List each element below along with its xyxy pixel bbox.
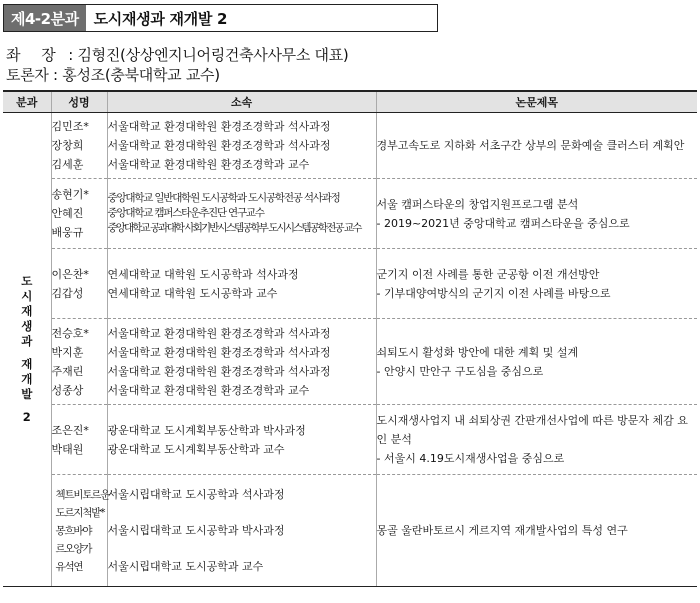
paper-title: 서울 캠퍼스타운의 창업지원프로그램 분석 - 2019~2021년 중앙대학교 캠퍼스타운을 중심으로 bbox=[376, 179, 697, 249]
discussant-label: 토론자 bbox=[6, 66, 49, 84]
session-tag: 제4-2분과 bbox=[4, 5, 86, 31]
header-affiliation: 소속 bbox=[107, 91, 376, 113]
affiliations: 연세대학교 대학원 도시공학과 석사과정 연세대학교 대학원 도시공학과 교수 bbox=[107, 249, 376, 319]
header-paper-title: 논문제목 bbox=[376, 91, 697, 113]
table-row bbox=[3, 249, 697, 319]
paper-title: 경부고속도로 지하화 서초구간 상부의 문화예술 클러스터 계획안 bbox=[376, 113, 697, 179]
chair-line: 좌 장 : 김형진(상상엔지니어링건축사사무소 대표) bbox=[6, 46, 349, 64]
affiliations: 서울대학교 환경대학원 환경조경학과 석사과정 서울대학교 환경대학원 환경조경학과 석사과정 서울대학교 환경대학원 환경조경학과 교수 bbox=[107, 113, 376, 179]
author-names: 전승호* 박지훈 주재린 성종상 bbox=[51, 319, 107, 405]
paper-title: 도시재생사업지 내 쇠퇴상권 간판개선사업에 따른 방문자 체감 요인 분석 - 서울시 4.19도시재생사업을 중심으로 bbox=[376, 405, 697, 475]
author-names: 이은찬* 김갑성 bbox=[51, 249, 107, 319]
paper-title: 몽골 울란바토르시 게르지역 재개발사업의 특성 연구 bbox=[376, 475, 697, 587]
header-session: 분과 bbox=[3, 91, 51, 113]
session-title-box bbox=[3, 4, 438, 32]
author-names: 김민조* 장창희 김세훈 bbox=[51, 113, 107, 179]
table-row bbox=[3, 319, 697, 405]
affiliations: 서울대학교 환경대학원 환경조경학과 석사과정 서울대학교 환경대학원 환경조경학과 석사과정 서울대학교 환경대학원 환경조경학과 석사과정 서울대학교 환경대학원 환경조경학과 교수 bbox=[107, 319, 376, 405]
table-row bbox=[3, 113, 697, 179]
session-table bbox=[3, 90, 697, 587]
table-row bbox=[3, 179, 697, 249]
discussant-value: 홍성조(충북대학교 교수) bbox=[62, 66, 220, 84]
table-row bbox=[3, 405, 697, 475]
session-label: 도 시 재 생 과 재 개 발 2 bbox=[21, 274, 33, 424]
affiliations: 광운대학교 도시계획부동산학과 박사과정 광운대학교 도시계획부동산학과 교수 bbox=[107, 405, 376, 475]
affiliations: 서울시립대학교 도시공학과 석사과정 서울시립대학교 도시공학과 박사과정 서울시립대학교 도시공학과 교수 bbox=[107, 475, 376, 587]
session-label-cell bbox=[3, 113, 51, 587]
table-row bbox=[3, 475, 697, 587]
chair-value: 김형진(상상엔지니어링건축사사무소 대표) bbox=[77, 46, 349, 64]
session-title: 도시재생과 재개발 2 bbox=[93, 9, 228, 28]
table-header-row bbox=[3, 91, 697, 113]
chair-label: 좌 장 bbox=[6, 46, 64, 64]
author-names: 첵트비토르운 도르지척밭* 몽흐바야 르오양가 유석연 bbox=[51, 475, 107, 587]
author-names: 조은진* 박태원 bbox=[51, 405, 107, 475]
author-names: 송현기* 안혜진 배웅규 bbox=[51, 179, 107, 249]
paper-title: 군기지 이전 사례를 통한 군공항 이전 개선방안 - 기부대양여방식의 군기지 이전 사례를 바탕으로 bbox=[376, 249, 697, 319]
affiliations: 중앙대학교 일반대학원 도시공학과 도시공학전공 석사과정 중앙대학교 캠퍼스타운추진단 연구교수 중앙대학교 공과대학 사회기반시스템공학부 도시시스템공학전공 교수 bbox=[107, 179, 376, 249]
discussant-line: 토론자 : 홍성조(충북대학교 교수) bbox=[6, 66, 220, 84]
paper-title: 쇠퇴도시 활성화 방안에 대한 계획 및 설계 - 안양시 만안구 구도심을 중심으로 bbox=[376, 319, 697, 405]
header-name: 성명 bbox=[51, 91, 107, 113]
